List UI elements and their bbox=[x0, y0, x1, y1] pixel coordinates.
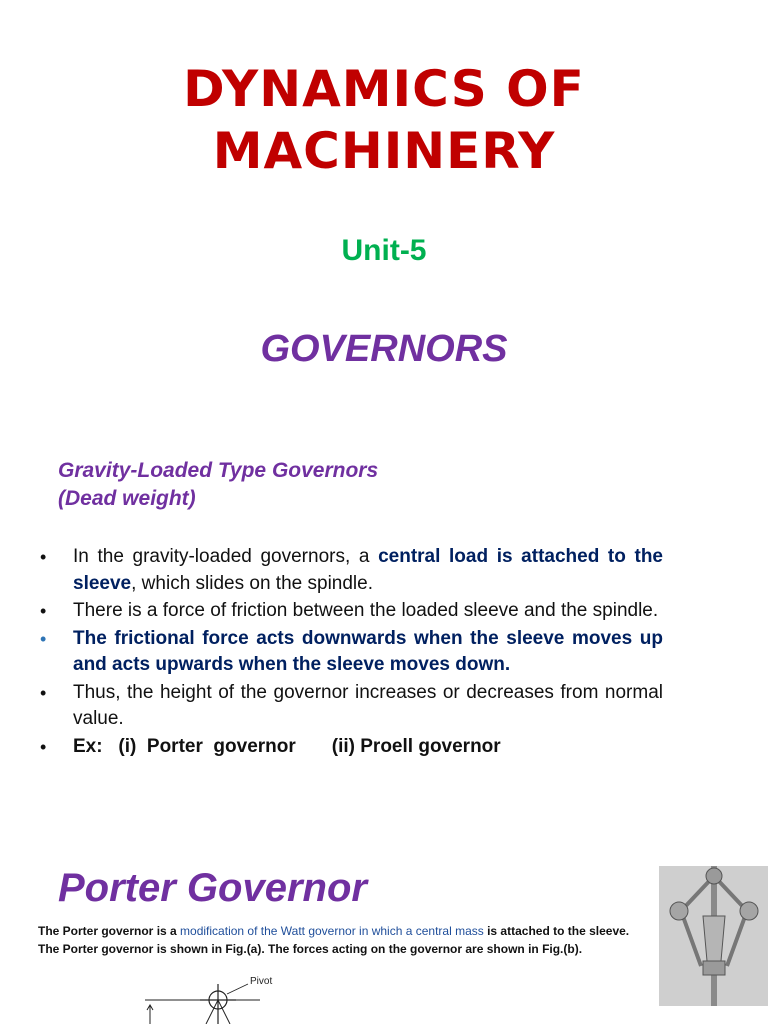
bullet-dot-icon: • bbox=[40, 601, 47, 621]
subheading-line-1: Gravity-Loaded Type Governors bbox=[58, 459, 379, 482]
bullet-item: • In the gravity-loaded governors, a central load is attached to the sleeve, which slides on the spindle. bbox=[40, 546, 663, 594]
section-subheading bbox=[58, 457, 378, 513]
page-title bbox=[0, 58, 768, 182]
pivot-label: Pivot bbox=[250, 976, 273, 987]
bullet-dot-icon: • bbox=[40, 736, 47, 757]
subheading-line-2: (Dead weight) bbox=[58, 487, 196, 510]
title-line-1: DYNAMICS OF bbox=[183, 60, 585, 118]
porter-diagram bbox=[140, 970, 300, 1024]
bullet-list bbox=[36, 544, 663, 761]
governor-photo-icon bbox=[659, 866, 768, 1006]
title-line-2: MACHINERY bbox=[212, 122, 556, 180]
governor-photo bbox=[659, 866, 768, 1006]
porter-governor-title: Porter Governor bbox=[58, 866, 367, 910]
unit-label: Unit-5 bbox=[341, 234, 427, 267]
bullet-dot-icon: • bbox=[40, 682, 47, 703]
porter-diagram-figure bbox=[140, 970, 300, 1024]
bullet-item: • There is a force of friction between the loaded sleeve and the spindle. bbox=[36, 598, 663, 625]
bullet-item: • Ex: (i) Porter governor (ii) Proell governor bbox=[36, 734, 663, 761]
bullet-dot-icon: • bbox=[40, 547, 47, 567]
topic-heading: GOVERNORS bbox=[260, 328, 508, 370]
bullet-item: • Thus, the height of the governor increases or decreases from normal value. bbox=[40, 681, 663, 729]
bullet-dot-icon: • bbox=[40, 628, 47, 649]
bullet-item: • The frictional force acts downwards when the sleeve moves up and acts upwards when the sleeve moves down. bbox=[40, 627, 663, 675]
porter-description: The Porter governor is a modification of the Watt governor in which a central mass is attached to the sleeve. The Porter governor is shown in Fig.(a). The forces acting on the governor are shown in Fig.(b). bbox=[38, 924, 630, 956]
